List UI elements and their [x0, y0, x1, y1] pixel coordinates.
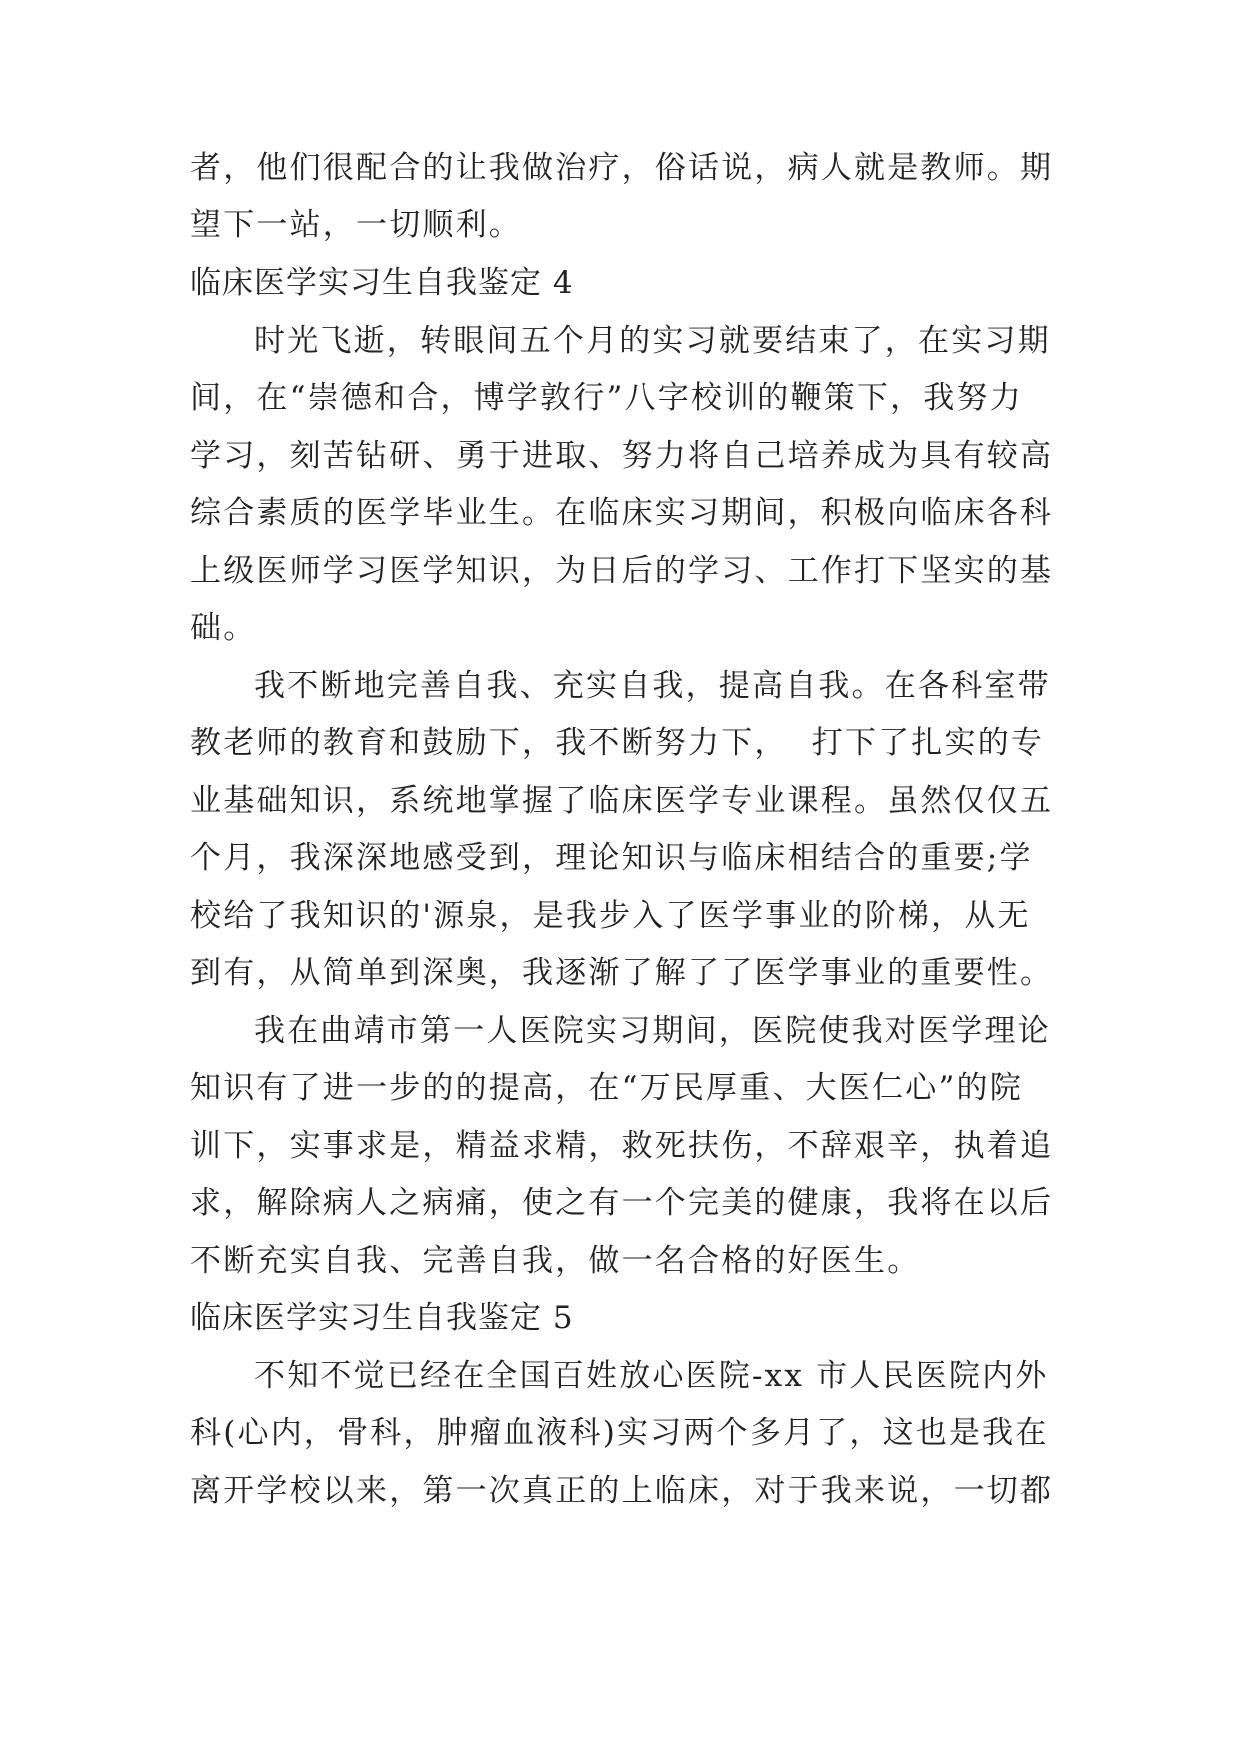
text-line: 学习，刻苦钻研、勇于进取、努力将自己培养成为具有较高	[190, 438, 1054, 474]
text-line: 不断充实自我、完善自我，做一名合格的好医生。	[190, 1243, 921, 1279]
text-line: 望下一站，一切顺利。	[190, 207, 522, 243]
paragraph-first-line: 时光飞逝，转眼间五个月的实习就要结束了，在实习期	[254, 323, 1051, 359]
paragraph-first-line: 我在曲靖市第一人医院实习期间，医院使我对医学理论	[254, 1013, 1051, 1049]
text-line: 知识有了进一步的的提高，在“万民厚重、大医仁心”的院	[190, 1070, 1023, 1106]
paragraph-first-line: 我不断地完善自我、充实自我，提高自我。在各科室带	[254, 668, 1051, 704]
section-heading-4: 临床医学实习生自我鉴定 4	[190, 265, 574, 301]
text-line: 上级医师学习医学知识，为日后的学习、工作打下坚实的基	[190, 553, 1054, 589]
text-line: 求，解除病人之病痛，使之有一个完美的健康，我将在以后	[190, 1185, 1054, 1221]
text-line: 个月，我深深地感受到，理论知识与临床相结合的重要;学	[190, 840, 1033, 876]
text-line: 科(心内，骨科，肿瘤血液科)实习两个多月了，这也是我在	[190, 1415, 1049, 1451]
text-line: 础。	[190, 610, 257, 646]
paragraph-first-line: 不知不觉已经在全国百姓放心医院-xx 市人民医院内外	[254, 1358, 1049, 1394]
text-line: 业基础知识，系统地掌握了临床医学专业课程。虽然仅仅五	[190, 783, 1054, 819]
text-line: 间，在“崇德和合，博学敦行”八字校训的鞭策下，我努力	[190, 380, 1023, 416]
text-line: 综合素质的医学毕业生。在临床实习期间，积极向临床各科	[190, 495, 1054, 531]
text-line: 到有，从简单到深奥，我逐渐了解了了医学事业的重要性。	[190, 955, 1054, 991]
section-heading-5: 临床医学实习生自我鉴定 5	[190, 1300, 574, 1336]
text-line: 校给了我知识的'源泉，是我步入了医学事业的阶梯，从无	[190, 898, 1031, 934]
text-line: 者，他们很配合的让我做治疗，俗话说，病人就是教师。期	[190, 150, 1054, 186]
text-line: 教老师的教育和鼓励下，我不断努力下， 打下了扎实的专	[190, 725, 1045, 761]
text-line: 训下，实事求是，精益求精，救死扶伤，不辞艰辛，执着追	[190, 1128, 1054, 1164]
text-line: 离开学校以来，第一次真正的上临床，对于我来说，一切都	[190, 1473, 1054, 1509]
